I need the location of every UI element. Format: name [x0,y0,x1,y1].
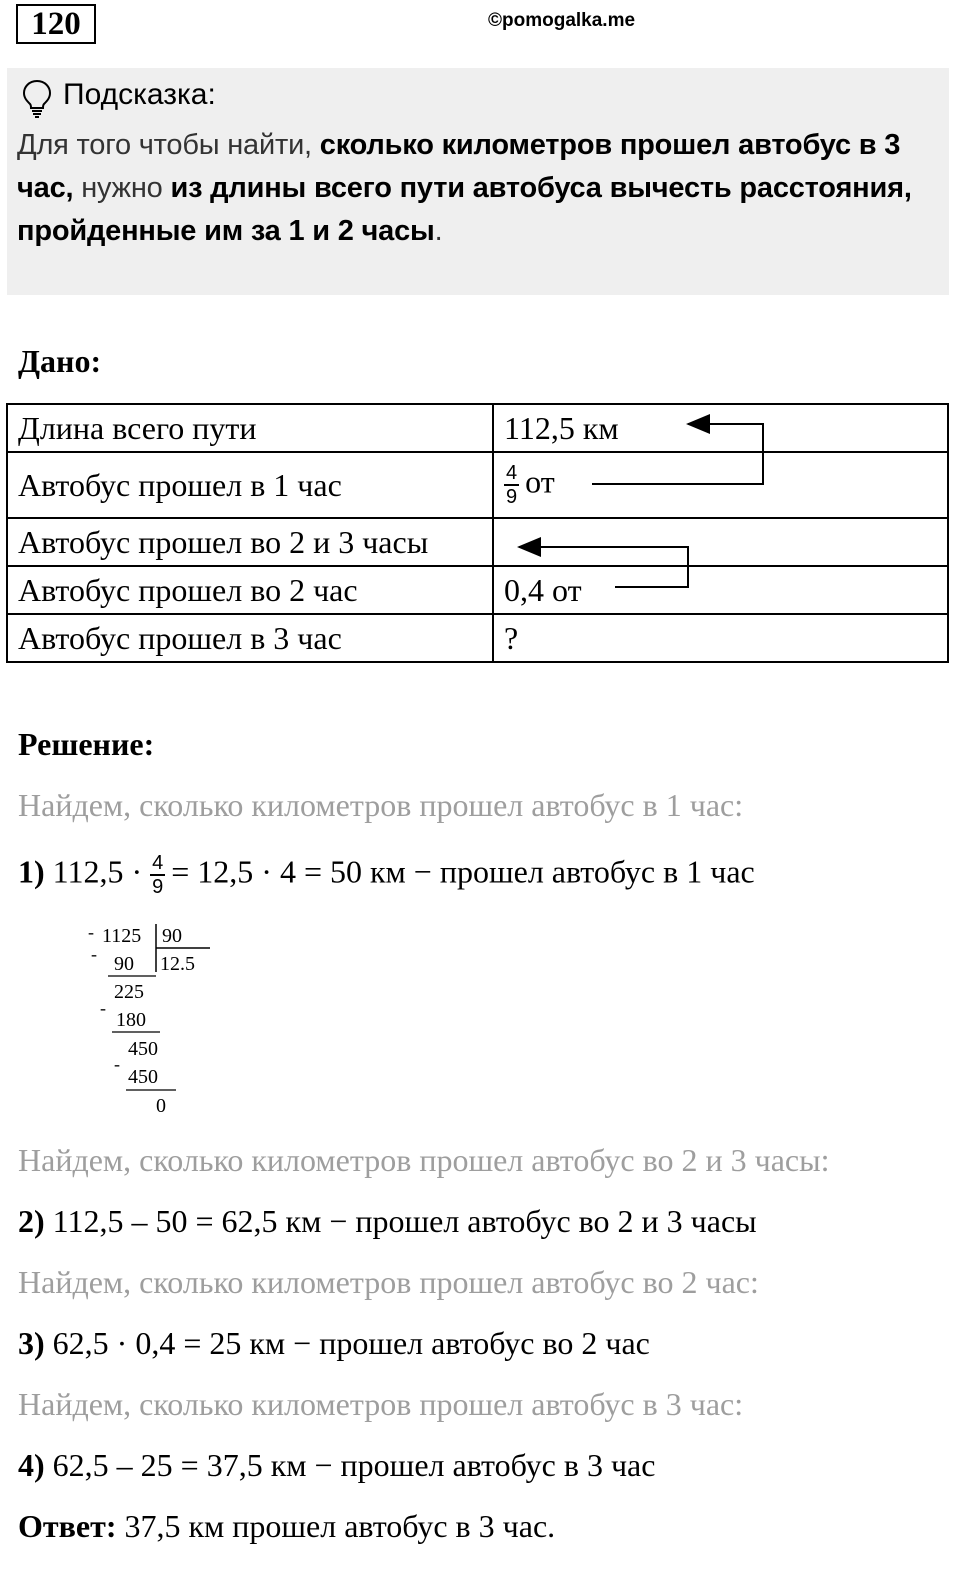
step2-intro: Найдем, сколько километров прошел автобус во 2 и 3 часы: [18,1142,830,1178]
fraction-numerator: 4 [152,852,164,874]
answer-line [18,1508,555,1545]
step3-number: 3) [18,1325,45,1361]
hint-text-part4: из длины всего пути автобуса вычесть расстояния, пройденные им за 1 и 2 часы [17,172,912,247]
table-row [7,518,948,566]
minus-sign: - [91,944,97,964]
table-row [7,566,948,614]
given-value-hour3: ? [493,614,948,662]
given-value-hour1-text: от [525,463,555,500]
step3-line [18,1325,650,1362]
given-value-hour23 [493,518,948,566]
hint-text-part5: . [434,215,443,247]
hint-text-part1: Для того чтобы найти, [17,129,320,161]
table-row [7,452,948,518]
given-value-total: 112,5 км [493,404,948,452]
step1-number: 1) [18,853,45,890]
division-row: 450 [128,1038,158,1060]
step4-text: 62,5 – 25 = 37,5 км − прошел автобус в 3 час [52,1447,656,1483]
division-row: 450 [128,1066,158,1088]
step1-part-a: 112,5 · [52,853,143,890]
division-row: 180 [116,1009,146,1031]
hint-text-part2: сколько километров прошел автобус в 3 час, [17,129,901,204]
watermark: ©pomogalka.me [488,10,636,31]
division-row: 225 [114,981,144,1003]
division-row: 0 [156,1095,166,1117]
given-heading: Дано: [18,343,102,379]
lightbulb-icon [20,78,54,118]
given-value-hour1 [493,452,948,518]
step3-text: 62,5 · 0,4 = 25 км − прошел автобус во 2 час [52,1325,650,1361]
step2-number: 2) [18,1203,45,1239]
answer-text: 37,5 км прошел автобус в 3 час. [124,1508,556,1544]
division-quotient: 12.5 [160,953,195,975]
long-division [86,922,226,1122]
fraction-denominator: 9 [506,486,518,508]
given-label-hour23: Автобус прошел во 2 и 3 часы [7,518,493,566]
division-row: 90 [114,953,134,975]
step4-line [18,1447,655,1484]
given-label-hour2: Автобус прошел во 2 час [7,566,493,614]
given-label-total: Длина всего пути [7,404,493,452]
fraction-denominator: 9 [152,876,164,898]
fraction-numerator: 4 [506,462,518,484]
hint-text-part3: нужно [73,172,171,204]
hint-title: Подсказка: [63,78,216,111]
division-divisor: 90 [162,925,182,947]
hint-text [17,124,942,253]
given-table [6,403,949,663]
hint-box [7,68,949,295]
problem-number: 120 [16,4,96,44]
division-dividend: 1125 [102,925,142,947]
given-label-hour1: Автобус прошел в 1 час [7,452,493,518]
fraction-four-ninths [504,462,519,508]
step1-intro: Найдем, сколько километров прошел автобус в 1 час: [18,787,744,823]
step4-number: 4) [18,1447,45,1483]
step2-line [18,1203,757,1240]
answer-label: Ответ: [18,1508,117,1544]
given-label-hour3: Автобус прошел в 3 час [7,614,493,662]
step2-text: 112,5 – 50 = 62,5 км − прошел автобус во 2 и 3 часы [52,1203,757,1239]
step4-intro: Найдем, сколько километров прошел автобус в 3 час: [18,1386,744,1422]
table-row [7,614,948,662]
given-value-hour2: 0,4 от [493,566,948,614]
step1-part-b: = 12,5 · 4 = 50 км − прошел автобус в 1 час [171,853,755,890]
step1-line [18,852,755,898]
minus-sign: - [100,998,106,1018]
minus-sign: - [114,1054,120,1074]
step3-intro: Найдем, сколько километров прошел автобус во 2 час: [18,1264,759,1300]
table-row [7,404,948,452]
fraction-four-ninths [150,852,165,898]
solution-heading: Решение: [18,726,155,762]
minus-sign: - [88,922,94,942]
